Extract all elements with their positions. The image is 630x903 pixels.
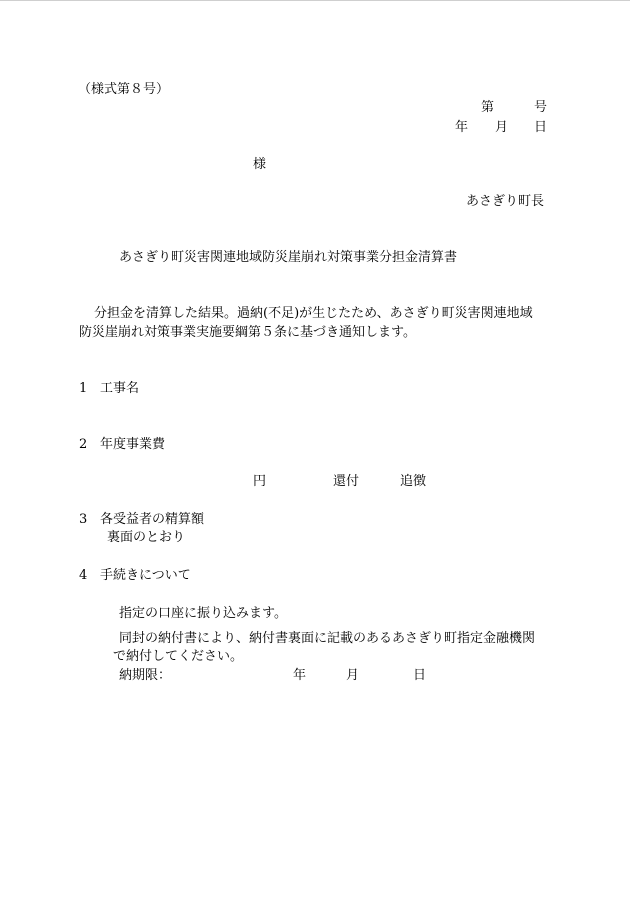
item4-number: 4 xyxy=(79,568,88,583)
procedure-payment-line-2: で納付してください。 xyxy=(113,649,244,664)
item2-label: 年度事業費 xyxy=(100,437,166,452)
item4-label: 手続きについて xyxy=(100,568,191,583)
deadline-month: 月 xyxy=(346,668,360,683)
body-line-2: 防災崖崩れ対策事業実施要綱第５条に基づき通知します。 xyxy=(79,325,416,340)
refund-label: 還付 xyxy=(333,474,360,489)
item3-subtext: 裏面のとおり xyxy=(107,530,186,545)
doc-number-go: 号 xyxy=(534,100,548,115)
amount-yen: 円 xyxy=(253,474,267,489)
addressee-sama: 様 xyxy=(253,157,267,172)
date-month: 月 xyxy=(495,120,509,135)
date-day: 日 xyxy=(534,120,548,135)
deadline-day: 日 xyxy=(413,668,427,683)
item3-label: 各受益者の精算額 xyxy=(100,512,205,527)
form-number: （様式第８号） xyxy=(78,82,170,97)
procedure-transfer: 指定の口座に振り込みます。 xyxy=(119,606,287,621)
item2-number: 2 xyxy=(79,437,88,452)
sender-name: あさぎり町長 xyxy=(466,194,545,209)
date-year: 年 xyxy=(455,120,469,135)
item3-number: 3 xyxy=(79,512,88,527)
body-line-1: 分担金を清算した結果。過納(不足)が生じたため、あさぎり町災害関連地域 xyxy=(94,306,533,321)
deadline-year: 年 xyxy=(293,668,307,683)
surcharge-label: 追徴 xyxy=(400,474,427,489)
doc-number-dai: 第 xyxy=(481,100,495,115)
item1-number: 1 xyxy=(79,381,88,396)
item1-label: 工事名 xyxy=(100,381,140,396)
deadline-label: 納期限： xyxy=(119,668,172,683)
procedure-payment-line-1: 同封の納付書により、納付書裏面に記載のあるあさぎり町指定金融機関 xyxy=(119,631,536,646)
document-title: あさぎり町災害関連地域防災崖崩れ対策事業分担金清算書 xyxy=(119,250,458,265)
